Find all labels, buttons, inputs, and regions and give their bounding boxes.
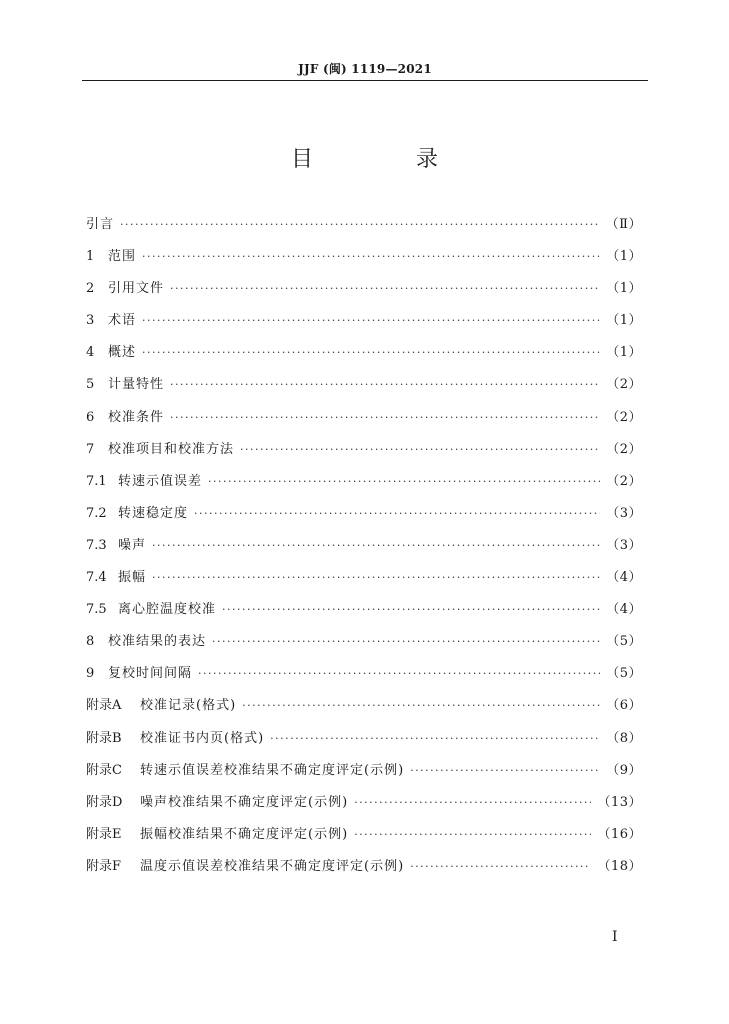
toc-section-number: 7.3 — [86, 537, 107, 553]
toc-label: 噪声校准结果不确定度评定(示例) — [140, 794, 349, 810]
page-number: I — [612, 929, 618, 945]
toc-page-number: （16） — [597, 826, 642, 842]
toc-section-number: 附录F — [86, 858, 122, 874]
document-header-code: JJF (闽) 1119—2021 — [298, 62, 432, 76]
toc-page-number: （4） — [606, 602, 642, 618]
toc-entry-appendix-b[interactable] — [86, 727, 642, 759]
toc-label: 计量特性 — [108, 377, 165, 393]
toc-entry-9[interactable] — [86, 662, 642, 694]
toc-entry-4[interactable] — [86, 341, 642, 373]
toc-label: 转速示值误差校准结果不确定度评定(示例) — [140, 762, 405, 778]
toc-label: 范围 — [108, 249, 137, 265]
toc-leader-dots — [354, 828, 591, 841]
toc-section-number: 5 — [86, 377, 95, 393]
toc-page-number: （Ⅱ） — [605, 217, 642, 232]
toc-label: 引用文件 — [108, 281, 165, 297]
toc-leader-dots — [142, 250, 600, 263]
toc-page-number: （4） — [606, 570, 642, 586]
toc-section-number: 8 — [86, 634, 95, 650]
toc-entry-appendix-f[interactable] — [86, 855, 642, 887]
toc-label: 转速稳定度 — [118, 505, 189, 521]
toc-leader-dots — [198, 667, 600, 680]
toc-section-number: 7.4 — [86, 570, 107, 586]
toc-label: 校准结果的表达 — [108, 634, 207, 650]
toc-leader-dots — [212, 635, 600, 648]
toc-section-number: 7.2 — [86, 505, 107, 521]
toc-page-number: （13） — [597, 794, 642, 810]
toc-section-number: 附录E — [86, 826, 122, 842]
toc-section-number: 6 — [86, 409, 95, 425]
toc-entry-1[interactable] — [86, 245, 642, 277]
header-rule — [82, 80, 648, 81]
toc-leader-dots — [170, 282, 600, 295]
toc-leader-dots — [142, 314, 600, 327]
toc-page-number: （1） — [606, 249, 642, 265]
page-title: 目 录 — [291, 147, 486, 172]
toc-leader-dots — [270, 732, 600, 745]
toc-leader-dots — [152, 539, 600, 552]
toc-section-number: 1 — [86, 249, 95, 265]
toc-label: 离心腔温度校准 — [118, 602, 217, 618]
toc-section-number: 3 — [86, 313, 95, 329]
toc-section-number: 附录A — [86, 698, 122, 714]
toc-entry-7[interactable] — [86, 438, 642, 470]
toc-section-number: 9 — [86, 666, 95, 682]
toc-entry-3[interactable] — [86, 309, 642, 341]
toc-section-number: 7.1 — [86, 473, 107, 489]
toc-leader-dots — [152, 571, 600, 584]
toc-page-number: （18） — [597, 858, 642, 874]
toc-leader-dots — [410, 764, 600, 777]
toc-entry-appendix-a[interactable] — [86, 694, 642, 726]
toc-label: 振幅 — [118, 570, 147, 586]
toc-entry-7-1[interactable] — [86, 470, 642, 502]
toc-page-number: （1） — [606, 345, 642, 361]
toc-section-number: 7.5 — [86, 602, 107, 618]
toc-leader-dots — [242, 699, 600, 712]
toc-entry-7-4[interactable] — [86, 566, 642, 598]
toc-leader-dots — [240, 443, 600, 456]
toc-page-number: （2） — [606, 377, 642, 393]
toc-page-number: （5） — [606, 666, 642, 682]
toc-label: 复校时间间隔 — [108, 666, 193, 682]
toc-entry-appendix-c[interactable] — [86, 759, 642, 791]
toc-page-number: （2） — [606, 473, 642, 489]
toc-section-number: 4 — [86, 345, 95, 361]
toc-section-number: 附录B — [86, 730, 122, 746]
toc-entry-7-3[interactable] — [86, 534, 642, 566]
toc-page-number: （2） — [606, 409, 642, 425]
toc-leader-dots — [120, 218, 600, 231]
toc-page-number: （9） — [606, 762, 642, 778]
toc-leader-dots — [170, 378, 600, 391]
toc-page-number: （6） — [606, 698, 642, 714]
toc-leader-dots — [354, 796, 591, 809]
toc-entry-appendix-d[interactable] — [86, 791, 642, 823]
toc-section-number: 附录D — [86, 794, 123, 810]
toc-entry-7-5[interactable] — [86, 598, 642, 630]
toc-section-number: 7 — [86, 441, 95, 457]
toc-entry-8[interactable] — [86, 630, 642, 662]
toc-label: 校准项目和校准方法 — [108, 441, 235, 457]
toc-section-number: 附录C — [86, 762, 122, 778]
toc-entry-2[interactable] — [86, 277, 642, 309]
toc-label: 温度示值误差校准结果不确定度评定(示例) — [140, 858, 405, 874]
toc-entry-intro[interactable] — [86, 213, 642, 245]
toc-page-number: （1） — [606, 313, 642, 329]
toc-label: 校准证书内页(格式) — [140, 730, 265, 746]
toc-entry-6[interactable] — [86, 406, 642, 438]
toc-entry-5[interactable] — [86, 373, 642, 405]
toc-page-number: （5） — [606, 634, 642, 650]
toc-label: 噪声 — [118, 537, 147, 553]
toc-leader-dots — [222, 603, 600, 616]
toc-leader-dots — [170, 411, 600, 424]
toc-label: 概述 — [108, 345, 137, 361]
toc-label: 引言 — [86, 217, 115, 232]
toc-leader-dots — [142, 346, 600, 359]
toc-label: 校准条件 — [108, 409, 165, 425]
table-of-contents — [86, 213, 642, 887]
toc-label: 术语 — [108, 313, 137, 329]
toc-leader-dots — [194, 507, 600, 520]
toc-page-number: （2） — [606, 441, 642, 457]
toc-label: 校准记录(格式) — [140, 698, 237, 714]
toc-page-number: （3） — [606, 505, 642, 521]
toc-entry-7-2[interactable] — [86, 502, 642, 534]
toc-section-number: 2 — [86, 281, 95, 297]
toc-label: 振幅校准结果不确定度评定(示例) — [140, 826, 349, 842]
toc-leader-dots — [208, 475, 600, 488]
toc-page-number: （8） — [606, 730, 642, 746]
toc-page-number: （3） — [606, 537, 642, 553]
toc-label: 转速示值误差 — [118, 473, 203, 489]
toc-leader-dots — [410, 860, 591, 873]
toc-entry-appendix-e[interactable] — [86, 823, 642, 855]
toc-page-number: （1） — [606, 281, 642, 297]
